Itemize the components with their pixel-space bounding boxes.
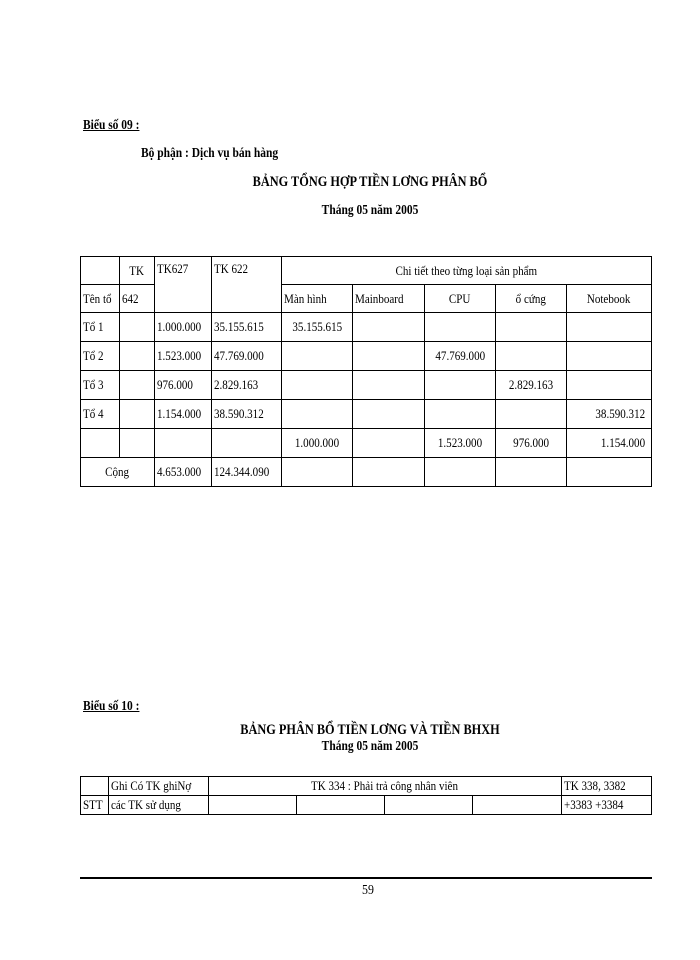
row-o-cung xyxy=(495,400,566,429)
row-man-hinh xyxy=(282,400,353,429)
empty-cell xyxy=(282,458,353,487)
bieu-so-10-label: Biểu số 10 : xyxy=(83,699,140,714)
empty-cell xyxy=(353,458,425,487)
bieu-so-09-label: Biểu số 09 : xyxy=(83,118,140,133)
table-row xyxy=(81,342,652,371)
salary-summary-table xyxy=(80,256,652,487)
row-mainboard xyxy=(353,342,425,371)
row-notebook xyxy=(566,371,651,400)
row-cpu xyxy=(425,400,495,429)
row-notebook xyxy=(566,342,651,371)
row-name xyxy=(81,429,120,458)
header-o-cung: ổ cứng xyxy=(495,285,566,313)
header-notebook: Notebook xyxy=(566,285,651,313)
bhxh-allocation-table xyxy=(80,776,652,815)
row-cpu: 47.769.000 xyxy=(425,342,495,371)
row-tk642 xyxy=(119,342,155,371)
row-mainboard xyxy=(353,371,425,400)
row-tk627 xyxy=(155,429,212,458)
department-label: Bộ phận : Dịch vụ bán hàng xyxy=(141,146,279,161)
row-name: Tổ 3 xyxy=(81,371,120,400)
total-row xyxy=(81,458,652,487)
row-tk627: 1.154.000 xyxy=(155,400,212,429)
header-mainboard: Mainboard xyxy=(353,285,425,313)
empty-cell xyxy=(473,796,561,815)
header-detail: Chi tiết theo từng loại sản phẩm xyxy=(282,257,652,285)
header-tk642-bottom: 642 xyxy=(119,285,155,313)
row-tk642 xyxy=(119,429,155,458)
header-stt: STT xyxy=(81,796,109,815)
header-tk622: TK 622 xyxy=(212,257,282,313)
row-mainboard xyxy=(353,429,425,458)
row-tk627: 1.000.000 xyxy=(155,313,212,342)
empty-cell xyxy=(566,458,651,487)
total-tk627: 4.653.000 xyxy=(155,458,212,487)
row-notebook: 1.154.000 xyxy=(566,429,651,458)
row-o-cung: 976.000 xyxy=(495,429,566,458)
empty-cell xyxy=(425,458,495,487)
row-notebook xyxy=(566,313,651,342)
row-tk622 xyxy=(212,429,282,458)
row-tk622: 47.769.000 xyxy=(212,342,282,371)
row-tk622: 35.155.615 xyxy=(212,313,282,342)
row-cpu xyxy=(425,371,495,400)
total-label: Cộng xyxy=(81,458,155,487)
row-o-cung xyxy=(495,313,566,342)
row-tk627: 1.523.000 xyxy=(155,342,212,371)
table-row xyxy=(81,429,652,458)
header-tk334: TK 334 : Phải trả công nhân viên xyxy=(208,777,561,796)
empty-cell xyxy=(208,796,296,815)
empty-cell xyxy=(296,796,384,815)
stt-top-cell xyxy=(81,777,109,796)
row-mainboard xyxy=(353,313,425,342)
empty-cell xyxy=(385,796,473,815)
table-subtitle-1: Tháng 05 năm 2005 xyxy=(321,203,419,218)
row-tk642 xyxy=(119,371,155,400)
header-man-hinh: Màn hình xyxy=(282,285,353,313)
row-man-hinh xyxy=(282,371,353,400)
row-man-hinh xyxy=(282,342,353,371)
page-number: 59 xyxy=(362,883,374,898)
header-tk627: TK627 xyxy=(155,257,212,313)
row-mainboard xyxy=(353,400,425,429)
row-tk627: 976.000 xyxy=(155,371,212,400)
table-subtitle-2: Tháng 05 năm 2005 xyxy=(321,739,419,754)
row-cpu: 1.523.000 xyxy=(425,429,495,458)
table-row xyxy=(81,371,652,400)
row-name: Tổ 4 xyxy=(81,400,120,429)
row-o-cung: 2.829.163 xyxy=(495,371,566,400)
footer-divider xyxy=(80,877,652,879)
table-title-2: BẢNG PHÂN BỔ TIỀN LƠNG VÀ TIỀN BHXH xyxy=(240,722,500,738)
row-name: Tổ 2 xyxy=(81,342,120,371)
table-row xyxy=(81,313,652,342)
header-cpu: CPU xyxy=(425,285,495,313)
row-notebook: 38.590.312 xyxy=(566,400,651,429)
header-ten-to: Tên tổ xyxy=(81,285,120,313)
total-tk622: 124.344.090 xyxy=(212,458,282,487)
row-tk622: 2.829.163 xyxy=(212,371,282,400)
row-man-hinh: 1.000.000 xyxy=(282,429,353,458)
row-tk642 xyxy=(119,400,155,429)
header-cell xyxy=(81,257,120,285)
table-row xyxy=(81,400,652,429)
header-cac-tk: các TK sử dụng xyxy=(109,796,208,815)
row-tk622: 38.590.312 xyxy=(212,400,282,429)
row-man-hinh: 35.155.615 xyxy=(282,313,353,342)
row-cpu xyxy=(425,313,495,342)
header-tk338-bottom: +3383 +3384 xyxy=(561,796,651,815)
empty-cell xyxy=(495,458,566,487)
header-ghi-co: Ghi Có TK ghiNợ xyxy=(109,777,208,796)
row-name: Tổ 1 xyxy=(81,313,120,342)
header-tk642-top: TK xyxy=(119,257,155,285)
row-tk642 xyxy=(119,313,155,342)
row-o-cung xyxy=(495,342,566,371)
table-title-1: BẢNG TỔNG HỢP TIỀN LƠNG PHÂN BỔ xyxy=(252,174,488,190)
header-tk338-top: TK 338, 3382 xyxy=(561,777,651,796)
